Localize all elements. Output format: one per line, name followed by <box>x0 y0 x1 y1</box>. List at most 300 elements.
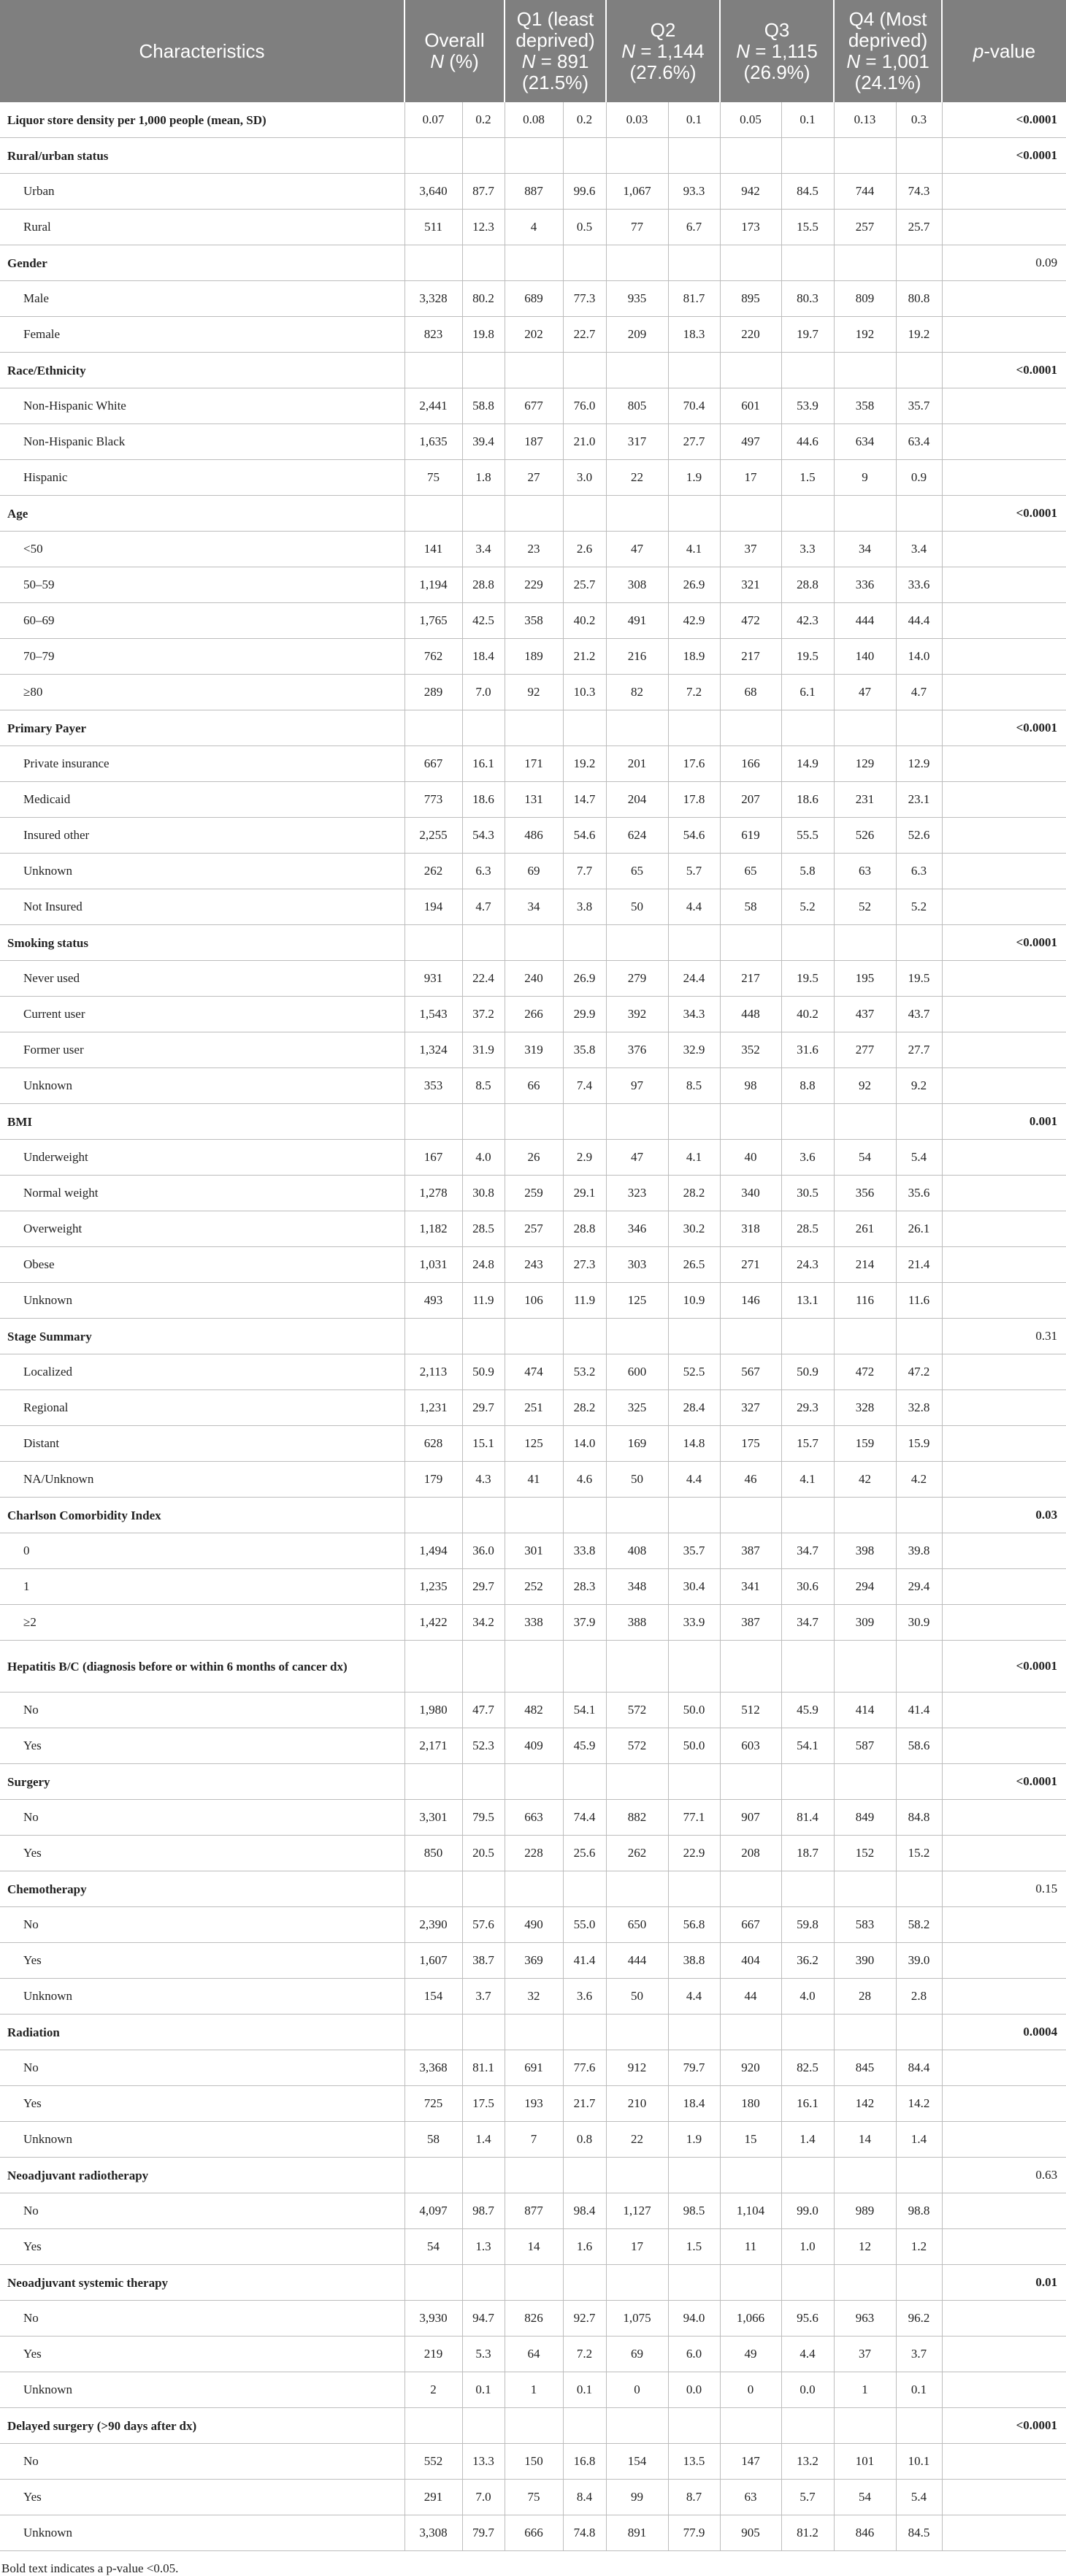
percent-cell: 80.8 <box>896 281 942 317</box>
pvalue-cell <box>942 1032 1066 1068</box>
header-overall-n: N <box>430 50 445 72</box>
count-cell: 187 <box>505 424 563 460</box>
count-cell: 358 <box>834 388 896 424</box>
category-row <box>0 2158 1066 2193</box>
row-label: Never used <box>0 961 404 997</box>
percent-cell: 18.3 <box>668 317 720 353</box>
percent-cell: 0.0 <box>668 2372 720 2408</box>
percent-cell: 19.2 <box>896 317 942 353</box>
pvalue-cell <box>942 2444 1066 2480</box>
category-row <box>0 1641 1066 1693</box>
pvalue-cell <box>942 854 1066 889</box>
count-cell: 2,255 <box>404 818 462 854</box>
percent-cell: 1.4 <box>781 2122 834 2158</box>
count-cell: 309 <box>834 1605 896 1641</box>
percent-cell: 29.7 <box>462 1390 505 1426</box>
percent-cell: 29.3 <box>781 1390 834 1426</box>
count-cell: 65 <box>720 854 781 889</box>
percent-cell: 74.8 <box>563 2515 606 2551</box>
pvalue-cell <box>942 2086 1066 2122</box>
count-cell: 14 <box>834 2122 896 2158</box>
percent-cell <box>896 245 942 281</box>
count-cell: 41 <box>505 1462 563 1498</box>
row-label: Underweight <box>0 1140 404 1176</box>
count-cell: 54 <box>404 2229 462 2265</box>
count-cell: 193 <box>505 2086 563 2122</box>
percent-cell: 44.4 <box>896 603 942 639</box>
count-cell: 691 <box>505 2050 563 2086</box>
percent-cell: 3.6 <box>563 1979 606 2015</box>
pvalue-cell <box>942 2122 1066 2158</box>
percent-cell: 39.8 <box>896 1533 942 1569</box>
count-cell: 317 <box>606 424 668 460</box>
count-cell: 448 <box>720 997 781 1032</box>
percent-cell: 0.8 <box>563 2122 606 2158</box>
pvalue-cell: <0.0001 <box>942 710 1066 746</box>
percent-cell: 4.2 <box>896 1462 942 1498</box>
percent-cell <box>462 2408 505 2444</box>
percent-cell: 96.2 <box>896 2301 942 2337</box>
count-cell: 414 <box>834 1693 896 1728</box>
table-row <box>0 1693 1066 1728</box>
pvalue-cell: 0.03 <box>942 1498 1066 1533</box>
percent-cell: 77.9 <box>668 2515 720 2551</box>
pvalue-cell <box>942 1283 1066 1319</box>
percent-cell: 11.9 <box>462 1283 505 1319</box>
percent-cell: 24.8 <box>462 1247 505 1283</box>
count-cell <box>606 2408 668 2444</box>
count-cell: 257 <box>834 210 896 245</box>
pvalue-cell <box>942 317 1066 353</box>
percent-cell <box>462 353 505 388</box>
count-cell: 318 <box>720 1211 781 1247</box>
count-cell: 989 <box>834 2193 896 2229</box>
count-cell: 301 <box>505 1533 563 1569</box>
count-cell: 650 <box>606 1907 668 1943</box>
percent-cell <box>462 2158 505 2193</box>
pvalue-cell <box>942 2193 1066 2229</box>
row-label: Yes <box>0 2229 404 2265</box>
count-cell: 77 <box>606 210 668 245</box>
percent-cell: 18.4 <box>462 639 505 675</box>
count-cell: 231 <box>834 782 896 818</box>
percent-cell: 25.7 <box>563 567 606 603</box>
percent-cell <box>462 138 505 174</box>
percent-cell: 7.0 <box>462 2480 505 2515</box>
percent-cell: 1.9 <box>668 460 720 496</box>
count-cell: 493 <box>404 1283 462 1319</box>
count-cell: 327 <box>720 1390 781 1426</box>
count-cell: 387 <box>720 1605 781 1641</box>
count-cell: 0.08 <box>505 102 563 138</box>
header-q4-line2: deprived) <box>848 29 928 51</box>
count-cell: 1,494 <box>404 1533 462 1569</box>
count-cell: 216 <box>606 639 668 675</box>
count-cell: 210 <box>606 2086 668 2122</box>
percent-cell <box>896 710 942 746</box>
row-label: No <box>0 1907 404 1943</box>
percent-cell: 54.1 <box>781 1728 834 1764</box>
count-cell <box>404 2265 462 2301</box>
percent-cell: 28.2 <box>668 1176 720 1211</box>
count-cell: 47 <box>834 675 896 710</box>
row-label: Urban <box>0 174 404 210</box>
count-cell: 209 <box>606 317 668 353</box>
table-row <box>0 1533 1066 1569</box>
count-cell: 444 <box>606 1943 668 1979</box>
count-cell: 140 <box>834 639 896 675</box>
percent-cell <box>563 353 606 388</box>
count-cell: 392 <box>606 997 668 1032</box>
percent-cell <box>781 710 834 746</box>
percent-cell: 8.4 <box>563 2480 606 2515</box>
header-q1-count: = 891 <box>535 50 589 72</box>
pvalue-cell <box>942 532 1066 567</box>
pvalue-cell: <0.0001 <box>942 925 1066 961</box>
pvalue-cell <box>942 2301 1066 2337</box>
count-cell <box>505 2408 563 2444</box>
count-cell: 907 <box>720 1800 781 1836</box>
count-cell: 37 <box>720 532 781 567</box>
count-cell: 202 <box>505 317 563 353</box>
percent-cell <box>781 1641 834 1693</box>
count-cell <box>505 138 563 174</box>
percent-cell: 41.4 <box>563 1943 606 1979</box>
percent-cell: 59.8 <box>781 1907 834 1943</box>
count-cell: 11 <box>720 2229 781 2265</box>
percent-cell: 18.4 <box>668 2086 720 2122</box>
table-row <box>0 388 1066 424</box>
percent-cell: 30.8 <box>462 1176 505 1211</box>
count-cell: 628 <box>404 1426 462 1462</box>
count-cell <box>505 2015 563 2050</box>
count-cell: 773 <box>404 782 462 818</box>
row-label: Male <box>0 281 404 317</box>
count-cell <box>606 1319 668 1354</box>
pvalue-cell <box>942 2050 1066 2086</box>
count-cell <box>404 2408 462 2444</box>
percent-cell: 42.5 <box>462 603 505 639</box>
pvalue-cell <box>942 388 1066 424</box>
percent-cell: 5.7 <box>668 854 720 889</box>
count-cell <box>505 1319 563 1354</box>
table-row <box>0 603 1066 639</box>
count-cell: 472 <box>834 1354 896 1390</box>
percent-cell: 24.3 <box>781 1247 834 1283</box>
percent-cell <box>668 1871 720 1907</box>
percent-cell: 81.4 <box>781 1800 834 1836</box>
count-cell: 171 <box>505 746 563 782</box>
percent-cell: 38.8 <box>668 1943 720 1979</box>
percent-cell: 98.8 <box>896 2193 942 2229</box>
count-cell: 1,235 <box>404 1569 462 1605</box>
header-q4-n: N <box>846 50 861 72</box>
table-row <box>0 317 1066 353</box>
percent-cell: 84.5 <box>781 174 834 210</box>
count-cell: 3,301 <box>404 1800 462 1836</box>
percent-cell <box>462 1641 505 1693</box>
count-cell: 54 <box>834 1140 896 1176</box>
count-cell: 0.07 <box>404 102 462 138</box>
count-cell <box>404 245 462 281</box>
count-cell: 50 <box>606 889 668 925</box>
header-pvalue <box>942 0 1066 102</box>
count-cell: 291 <box>404 2480 462 2515</box>
count-cell: 63 <box>720 2480 781 2515</box>
count-cell <box>834 1498 896 1533</box>
count-cell: 390 <box>834 1943 896 1979</box>
percent-cell: 29.4 <box>896 1569 942 1605</box>
table-row <box>0 675 1066 710</box>
count-cell: 34 <box>834 532 896 567</box>
category-row <box>0 245 1066 281</box>
count-cell: 2,441 <box>404 388 462 424</box>
percent-cell: 22.9 <box>668 1836 720 1871</box>
count-cell: 28 <box>834 1979 896 2015</box>
percent-cell: 63.4 <box>896 424 942 460</box>
percent-cell: 98.4 <box>563 2193 606 2229</box>
count-cell <box>834 1319 896 1354</box>
percent-cell: 21.7 <box>563 2086 606 2122</box>
count-cell: 240 <box>505 961 563 997</box>
count-cell: 49 <box>720 2337 781 2372</box>
percent-cell: 50.0 <box>668 1728 720 1764</box>
percent-cell: 38.7 <box>462 1943 505 1979</box>
row-label: ≥80 <box>0 675 404 710</box>
count-cell: 252 <box>505 1569 563 1605</box>
count-cell: 14 <box>505 2229 563 2265</box>
percent-cell: 15.9 <box>896 1426 942 1462</box>
count-cell <box>720 2408 781 2444</box>
count-cell: 336 <box>834 567 896 603</box>
count-cell <box>404 138 462 174</box>
count-cell: 2,171 <box>404 1728 462 1764</box>
percent-cell: 15.5 <box>781 210 834 245</box>
pvalue-cell <box>942 1800 1066 1836</box>
pvalue-cell: 0.31 <box>942 1319 1066 1354</box>
count-cell: 131 <box>505 782 563 818</box>
pvalue-cell <box>942 174 1066 210</box>
count-cell <box>606 245 668 281</box>
percent-cell <box>896 2015 942 2050</box>
percent-cell: 18.7 <box>781 1836 834 1871</box>
table-row <box>0 818 1066 854</box>
count-cell: 387 <box>720 1533 781 1569</box>
percent-cell <box>896 496 942 532</box>
count-cell <box>404 2015 462 2050</box>
percent-cell: 18.6 <box>462 782 505 818</box>
count-cell <box>606 1641 668 1693</box>
count-cell: 600 <box>606 1354 668 1390</box>
percent-cell: 58.6 <box>896 1728 942 1764</box>
count-cell: 823 <box>404 317 462 353</box>
percent-cell <box>781 925 834 961</box>
percent-cell <box>563 1498 606 1533</box>
count-cell: 173 <box>720 210 781 245</box>
row-label: Unknown <box>0 1283 404 1319</box>
count-cell <box>404 1498 462 1533</box>
count-cell: 846 <box>834 2515 896 2551</box>
row-label: Private insurance <box>0 746 404 782</box>
percent-cell: 4.3 <box>462 1462 505 1498</box>
header-overall <box>404 0 505 102</box>
category-label: Hepatitis B/C (diagnosis before or within 6 months of cancer dx) <box>0 1641 404 1693</box>
percent-cell: 84.8 <box>896 1800 942 1836</box>
percent-cell: 54.3 <box>462 818 505 854</box>
percent-cell: 52.5 <box>668 1354 720 1390</box>
row-label: Unknown <box>0 1979 404 2015</box>
table-footnote: Bold text indicates a p-value <0.05. <box>1 2561 179 2575</box>
row-label: No <box>0 2444 404 2480</box>
pvalue-cell <box>942 818 1066 854</box>
count-cell: 52 <box>834 889 896 925</box>
pvalue-cell <box>942 2480 1066 2515</box>
header-q1 <box>505 0 606 102</box>
percent-cell: 33.9 <box>668 1605 720 1641</box>
pvalue-cell <box>942 424 1066 460</box>
count-cell: 666 <box>505 2515 563 2551</box>
count-cell: 101 <box>834 2444 896 2480</box>
count-cell: 1,635 <box>404 424 462 460</box>
percent-cell: 77.3 <box>563 281 606 317</box>
pvalue-cell <box>942 1140 1066 1176</box>
pvalue-cell: <0.0001 <box>942 138 1066 174</box>
count-cell: 142 <box>834 2086 896 2122</box>
percent-cell: 29.7 <box>462 1569 505 1605</box>
percent-cell: 12.3 <box>462 210 505 245</box>
percent-cell: 10.9 <box>668 1283 720 1319</box>
count-cell: 92 <box>505 675 563 710</box>
count-cell: 97 <box>606 1068 668 1104</box>
count-cell <box>834 353 896 388</box>
count-cell: 437 <box>834 997 896 1032</box>
table-header <box>0 0 1066 102</box>
count-cell: 388 <box>606 1605 668 1641</box>
percent-cell: 30.6 <box>781 1569 834 1605</box>
percent-cell: 34.3 <box>668 997 720 1032</box>
count-cell: 1,182 <box>404 1211 462 1247</box>
percent-cell: 29.1 <box>563 1176 606 1211</box>
count-cell: 809 <box>834 281 896 317</box>
category-label: Neoadjuvant systemic therapy <box>0 2265 404 2301</box>
table-row <box>0 1068 1066 1104</box>
count-cell: 526 <box>834 818 896 854</box>
category-row <box>0 710 1066 746</box>
count-cell: 228 <box>505 1836 563 1871</box>
percent-cell <box>781 2265 834 2301</box>
percent-cell: 84.5 <box>896 2515 942 2551</box>
count-cell <box>505 1764 563 1800</box>
count-cell: 58 <box>404 2122 462 2158</box>
percent-cell: 0.0 <box>781 2372 834 2408</box>
percent-cell: 4.4 <box>668 1462 720 1498</box>
percent-cell: 25.7 <box>896 210 942 245</box>
count-cell: 32 <box>505 1979 563 2015</box>
category-label: Smoking status <box>0 925 404 961</box>
header-q2-n: N <box>621 39 636 62</box>
percent-cell <box>668 2265 720 2301</box>
pvalue-cell: 0.001 <box>942 1104 1066 1140</box>
count-cell: 175 <box>720 1426 781 1462</box>
percent-cell <box>896 1871 942 1907</box>
count-cell <box>606 1104 668 1140</box>
count-cell <box>720 1764 781 1800</box>
category-label: Rural/urban status <box>0 138 404 174</box>
count-cell: 1,066 <box>720 2301 781 2337</box>
percent-cell: 0.1 <box>781 102 834 138</box>
count-cell <box>404 925 462 961</box>
count-cell: 207 <box>720 782 781 818</box>
count-cell: 208 <box>720 1836 781 1871</box>
table-row <box>0 2086 1066 2122</box>
count-cell: 497 <box>720 424 781 460</box>
percent-cell: 43.7 <box>896 997 942 1032</box>
percent-cell: 5.8 <box>781 854 834 889</box>
percent-cell: 40.2 <box>781 997 834 1032</box>
header-pvalue-rest: -value <box>983 39 1036 62</box>
count-cell: 325 <box>606 1390 668 1426</box>
percent-cell: 7.2 <box>668 675 720 710</box>
percent-cell <box>563 710 606 746</box>
count-cell: 262 <box>606 1836 668 1871</box>
percent-cell: 57.6 <box>462 1907 505 1943</box>
count-cell <box>834 1764 896 1800</box>
count-cell: 50 <box>606 1462 668 1498</box>
row-label: Insured other <box>0 818 404 854</box>
count-cell <box>505 2158 563 2193</box>
percent-cell: 0.1 <box>896 2372 942 2408</box>
percent-cell: 81.7 <box>668 281 720 317</box>
percent-cell: 5.3 <box>462 2337 505 2372</box>
count-cell: 37 <box>834 2337 896 2372</box>
table-row <box>0 424 1066 460</box>
percent-cell: 0.3 <box>896 102 942 138</box>
count-cell: 805 <box>606 388 668 424</box>
percent-cell: 5.2 <box>896 889 942 925</box>
count-cell: 65 <box>606 854 668 889</box>
percent-cell: 4.1 <box>668 1140 720 1176</box>
percent-cell: 80.2 <box>462 281 505 317</box>
table-row <box>0 1211 1066 1247</box>
header-q4-line1: Q4 (Most <box>848 8 927 30</box>
count-cell: 634 <box>834 424 896 460</box>
percent-cell: 79.7 <box>668 2050 720 2086</box>
count-cell: 491 <box>606 603 668 639</box>
percent-cell: 4.1 <box>668 532 720 567</box>
count-cell: 511 <box>404 210 462 245</box>
percent-cell <box>781 1104 834 1140</box>
row-label: No <box>0 2193 404 2229</box>
percent-cell: 3.3 <box>781 532 834 567</box>
header-overall-pct: (%) <box>444 50 479 72</box>
row-label: 0 <box>0 1533 404 1569</box>
count-cell: 44 <box>720 1979 781 2015</box>
count-cell: 192 <box>834 317 896 353</box>
count-cell <box>606 2158 668 2193</box>
percent-cell: 4.1 <box>781 1462 834 1498</box>
percent-cell <box>563 1871 606 1907</box>
percent-cell: 7.4 <box>563 1068 606 1104</box>
pvalue-cell <box>942 1943 1066 1979</box>
count-cell: 1,067 <box>606 174 668 210</box>
count-cell: 490 <box>505 1907 563 1943</box>
category-row <box>0 925 1066 961</box>
percent-cell: 11.9 <box>563 1283 606 1319</box>
count-cell: 214 <box>834 1247 896 1283</box>
count-cell <box>720 496 781 532</box>
percent-cell: 19.5 <box>781 961 834 997</box>
count-cell: 348 <box>606 1569 668 1605</box>
